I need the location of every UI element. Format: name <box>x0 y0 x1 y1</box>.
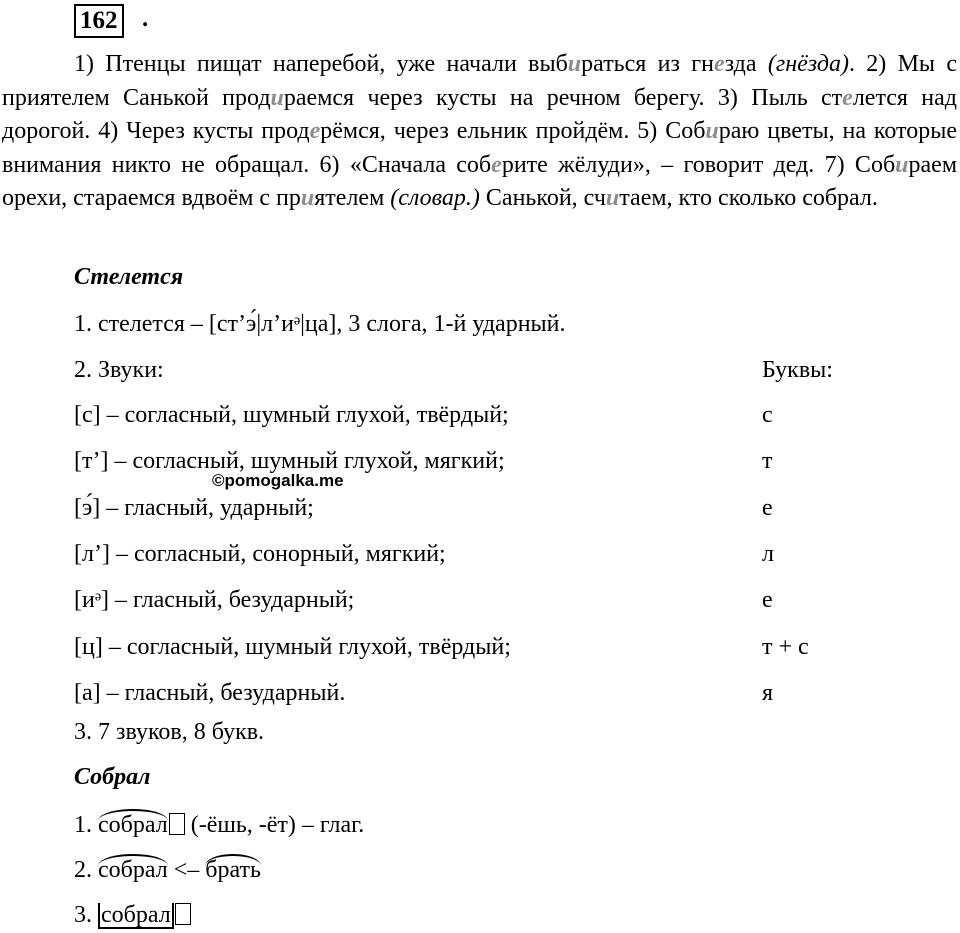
vowel-highlight: и <box>895 151 909 178</box>
italic-note: (словар.) <box>390 185 480 212</box>
text-segment: таем, кто сколько собрал. <box>619 185 878 212</box>
text-segment: . 2) Мы с приятелем Санькой прод <box>2 51 958 111</box>
exercise-text <box>2 48 957 216</box>
stem-bracket: собрал <box>98 903 174 929</box>
morph-line-3: 3. собрал <box>74 900 191 930</box>
text-segment: Санькой, сч <box>479 185 606 212</box>
vowel-highlight: и <box>605 185 620 212</box>
ending-box <box>169 813 185 835</box>
text-segment: рёмся, через ельник пройдём. 5) Соб <box>320 118 706 145</box>
summary-line: 3. 7 звуков, 8 букв. <box>74 719 265 745</box>
vowel-highlight: е <box>491 151 502 178</box>
text-segment: 1) Птенцы пищат наперебой, уже начали выб <box>74 51 568 77</box>
word-root-mark: собрал <box>98 812 168 838</box>
letter-value: л <box>762 541 774 567</box>
text-segment: зда <box>724 51 768 77</box>
vowel-highlight: и <box>270 84 284 111</box>
morph-line-1: 1. собрал (-ёшь, -ёт) – глаг. <box>74 812 365 838</box>
text-segment: раться из гн <box>581 51 714 77</box>
vowel-highlight: и <box>300 185 315 212</box>
text-segment: раем орехи, стараемся вдвоём с пр <box>2 151 958 212</box>
exercise-number-dot: . <box>142 5 149 32</box>
heading-sobral: Собрал <box>74 764 151 790</box>
vowel-highlight: и <box>567 51 582 77</box>
italic-note: (гнёзда) <box>767 51 849 77</box>
text-segment: раемся через кусты на речном берегу. 3) Пыль ст <box>283 84 843 111</box>
word-root-mark: собрал <box>98 857 168 883</box>
vowel-highlight: и <box>705 118 719 145</box>
transcription-line: 1. стелется – [ст’э́|л’иᵊ|ца], 3 слога, 1-й ударный. <box>74 311 566 337</box>
exercise-number: 162 <box>74 4 124 38</box>
vowel-highlight: е <box>842 84 853 111</box>
vowel-highlight: е <box>713 51 725 77</box>
text-segment: рите жёлуди», – говорит дед. 7) Соб <box>501 151 896 178</box>
sound-description: [э́] – гласный, ударный; <box>74 495 314 521</box>
letter-value: с <box>762 402 773 428</box>
sound-description: [т’] – согласный, шумный глухой, мягкий; <box>74 448 505 474</box>
letters-label: Буквы: <box>762 357 833 383</box>
sound-description: [ц] – согласный, шумный глухой, твёрдый; <box>74 634 511 660</box>
letter-value: е <box>762 495 773 521</box>
sound-description: [иᵊ] – гласный, безударный; <box>74 587 355 613</box>
word-root-mark-2: брать <box>205 857 261 883</box>
heading-stelestya: Стелется <box>74 264 184 290</box>
letter-value: т <box>762 448 773 474</box>
letter-value: я <box>762 680 774 706</box>
text-segment: лется над дорогой. 4) Через кусты прод <box>2 84 957 145</box>
sound-description: [л’] – согласный, сонорный, мягкий; <box>74 541 446 567</box>
letter-value: т + с <box>762 634 809 660</box>
sounds-label: 2. Звуки: <box>74 357 164 383</box>
ending-box <box>175 903 191 925</box>
vowel-highlight: е <box>309 118 321 145</box>
letter-value: е <box>762 587 773 613</box>
watermark: ©pomogalka.me <box>212 471 344 490</box>
text-segment: ятелем <box>314 185 391 212</box>
text-segment: раю цветы, на которые внимания никто не обращал. 6) «Сначала соб <box>2 118 957 178</box>
morph-line-2: 2. собрал <– брать <box>74 857 261 883</box>
sound-description: [с] – согласный, шумный глухой, твёрдый; <box>74 402 509 428</box>
sound-description: [а] – гласный, безударный. <box>74 680 346 706</box>
